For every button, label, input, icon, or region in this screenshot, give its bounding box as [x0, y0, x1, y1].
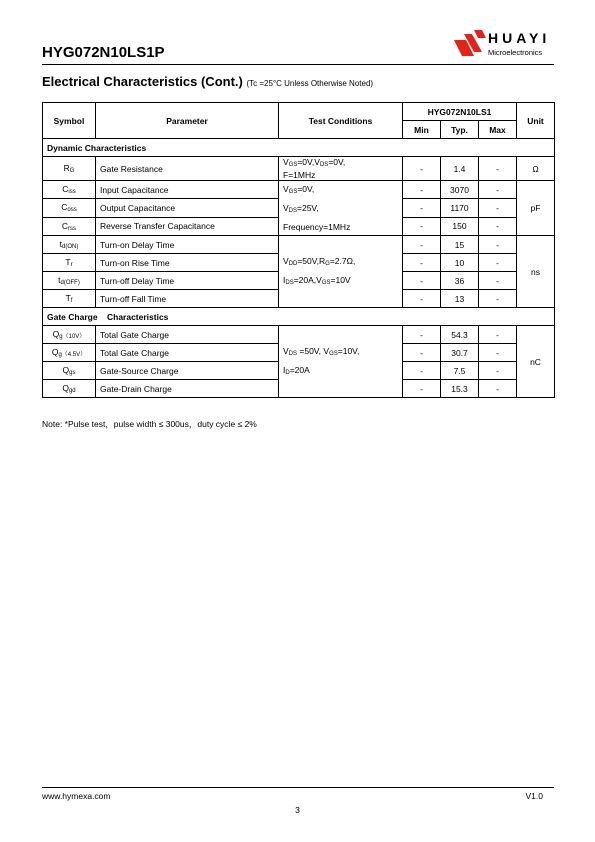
conditions-cell: $V_{GS}=0V,V_{DS}=0V$, F=1MHz: [279, 157, 403, 181]
max-cell: -: [479, 272, 517, 290]
symbol-cell: $t_{d(ON)}$: [43, 236, 96, 254]
header-symbol: Symbol: [43, 103, 96, 139]
part-number: HYG072N10LS1P: [42, 44, 165, 61]
min-cell: -: [403, 236, 441, 254]
group-dynamic: Dynamic Characteristics: [43, 139, 555, 157]
typ-cell: 15.3: [441, 380, 479, 398]
unit-cell: Ω: [517, 157, 555, 181]
parameter-cell: Input Capacitance: [96, 181, 279, 199]
max-cell: -: [479, 344, 517, 362]
section-heading: Electrical Characteristics (Cont.): [42, 74, 243, 89]
typ-cell: 150: [441, 217, 479, 235]
min-cell: -: [403, 181, 441, 199]
header-rule: [42, 64, 554, 65]
typ-cell: 10: [441, 254, 479, 272]
group-row: [43, 139, 555, 157]
footer-version: V1.0: [525, 791, 543, 801]
symbol-cell: $T_f$: [43, 290, 96, 308]
min-cell: -: [403, 362, 441, 380]
table-row: [43, 326, 555, 344]
typ-cell: 36: [441, 272, 479, 290]
min-cell: -: [403, 344, 441, 362]
min-cell: -: [403, 380, 441, 398]
company-logo: [452, 30, 554, 64]
electrical-characteristics-table: [42, 102, 555, 398]
parameter-cell: Total Gate Charge: [96, 344, 279, 362]
symbol-cell: $T_r$: [43, 254, 96, 272]
symbol-cell: $C_{rss}$: [43, 217, 96, 235]
typ-cell: 7.5: [441, 362, 479, 380]
symbol-cell: $C_{oss}$: [43, 199, 96, 217]
parameter-cell: Turn-on Rise Time: [96, 254, 279, 272]
typ-cell: 13: [441, 290, 479, 308]
parameter-cell: Turn-off Fall Time: [96, 290, 279, 308]
parameter-cell: Gate-Source Charge: [96, 362, 279, 380]
max-cell: -: [479, 380, 517, 398]
symbol-cell: $R_G$: [43, 157, 96, 181]
max-cell: -: [479, 181, 517, 199]
table-header-row: [43, 103, 555, 121]
min-cell: -: [403, 272, 441, 290]
logo-subtitle: Microelectronics: [488, 48, 543, 57]
symbol-cell: $C_{iss}$: [43, 181, 96, 199]
max-cell: -: [479, 254, 517, 272]
symbol-cell: $Q_{g(4.5V)}$: [43, 344, 96, 362]
footer-rule: [42, 787, 554, 788]
symbol-cell: $t_{d(OFF)}$: [43, 272, 96, 290]
page-number: 3: [295, 805, 300, 815]
min-cell: -: [403, 157, 441, 181]
header-min: Min: [403, 121, 441, 139]
footnote: Note: *Pulse test，pulse width ≤ 300us，duty cycle ≤ 2%: [42, 419, 257, 429]
min-cell: -: [403, 326, 441, 344]
huayi-mark-icon: [452, 30, 486, 60]
typ-cell: 1170: [441, 199, 479, 217]
symbol-cell: $Q_{gd}$: [43, 380, 96, 398]
conditions-cell: $V_{GS}=0V$, $V_{DS}=25V$, Frequency=1MHz: [279, 181, 403, 236]
table-row: [43, 181, 555, 199]
max-cell: -: [479, 217, 517, 235]
header-parameter: Parameter: [96, 103, 279, 139]
min-cell: -: [403, 217, 441, 235]
group-row: [43, 308, 555, 326]
min-cell: -: [403, 290, 441, 308]
parameter-cell: Total Gate Charge: [96, 326, 279, 344]
typ-cell: 30.7: [441, 344, 479, 362]
max-cell: -: [479, 290, 517, 308]
unit-cell: pF: [517, 181, 555, 236]
max-cell: -: [479, 157, 517, 181]
max-cell: -: [479, 236, 517, 254]
typ-cell: 15: [441, 236, 479, 254]
typ-cell: 1.4: [441, 157, 479, 181]
symbol-cell: $Q_{gs}$: [43, 362, 96, 380]
unit-cell: ns: [517, 236, 555, 308]
parameter-cell: Turn-off Delay Time: [96, 272, 279, 290]
max-cell: -: [479, 362, 517, 380]
max-cell: -: [479, 199, 517, 217]
header-max: Max: [479, 121, 517, 139]
section-conditions: (Tc =25°C Unless Otherwise Noted): [246, 79, 374, 88]
logo-name: HUAYI: [488, 30, 551, 46]
parameter-cell: Gate Resistance: [96, 157, 279, 181]
conditions-cell: $V_{DD}=50V,R_G=2.7\Omega$, $I_{DS}=20A,V_{GS}=10V$: [279, 236, 403, 308]
header-typ: Typ.: [441, 121, 479, 139]
parameter-cell: Reverse Transfer Capacitance: [96, 217, 279, 235]
conditions-cell: $V_{DS} =50V$, $V_{GS}=10V$, $I_D=20A$: [279, 326, 403, 398]
table-row: [43, 236, 555, 254]
max-cell: -: [479, 326, 517, 344]
typ-cell: 3070: [441, 181, 479, 199]
parameter-cell: Output Capacitance: [96, 199, 279, 217]
group-gate-charge: Gate Charge Characteristics: [43, 308, 555, 326]
min-cell: -: [403, 254, 441, 272]
footer-url: www.hymexa.com: [42, 791, 111, 801]
unit-cell: nC: [517, 326, 555, 398]
header-unit: Unit: [517, 103, 555, 139]
parameter-cell: Turn-on Delay Time: [96, 236, 279, 254]
symbol-cell: $Q_{g(10V)}$: [43, 326, 96, 344]
section-title: [42, 74, 373, 89]
table-row: [43, 157, 555, 181]
typ-cell: 54.3: [441, 326, 479, 344]
header-test-conditions: Test Conditions: [279, 103, 403, 139]
parameter-cell: Gate-Drain Charge: [96, 380, 279, 398]
min-cell: -: [403, 199, 441, 217]
header-device: HYG072N10LS1: [403, 103, 517, 121]
